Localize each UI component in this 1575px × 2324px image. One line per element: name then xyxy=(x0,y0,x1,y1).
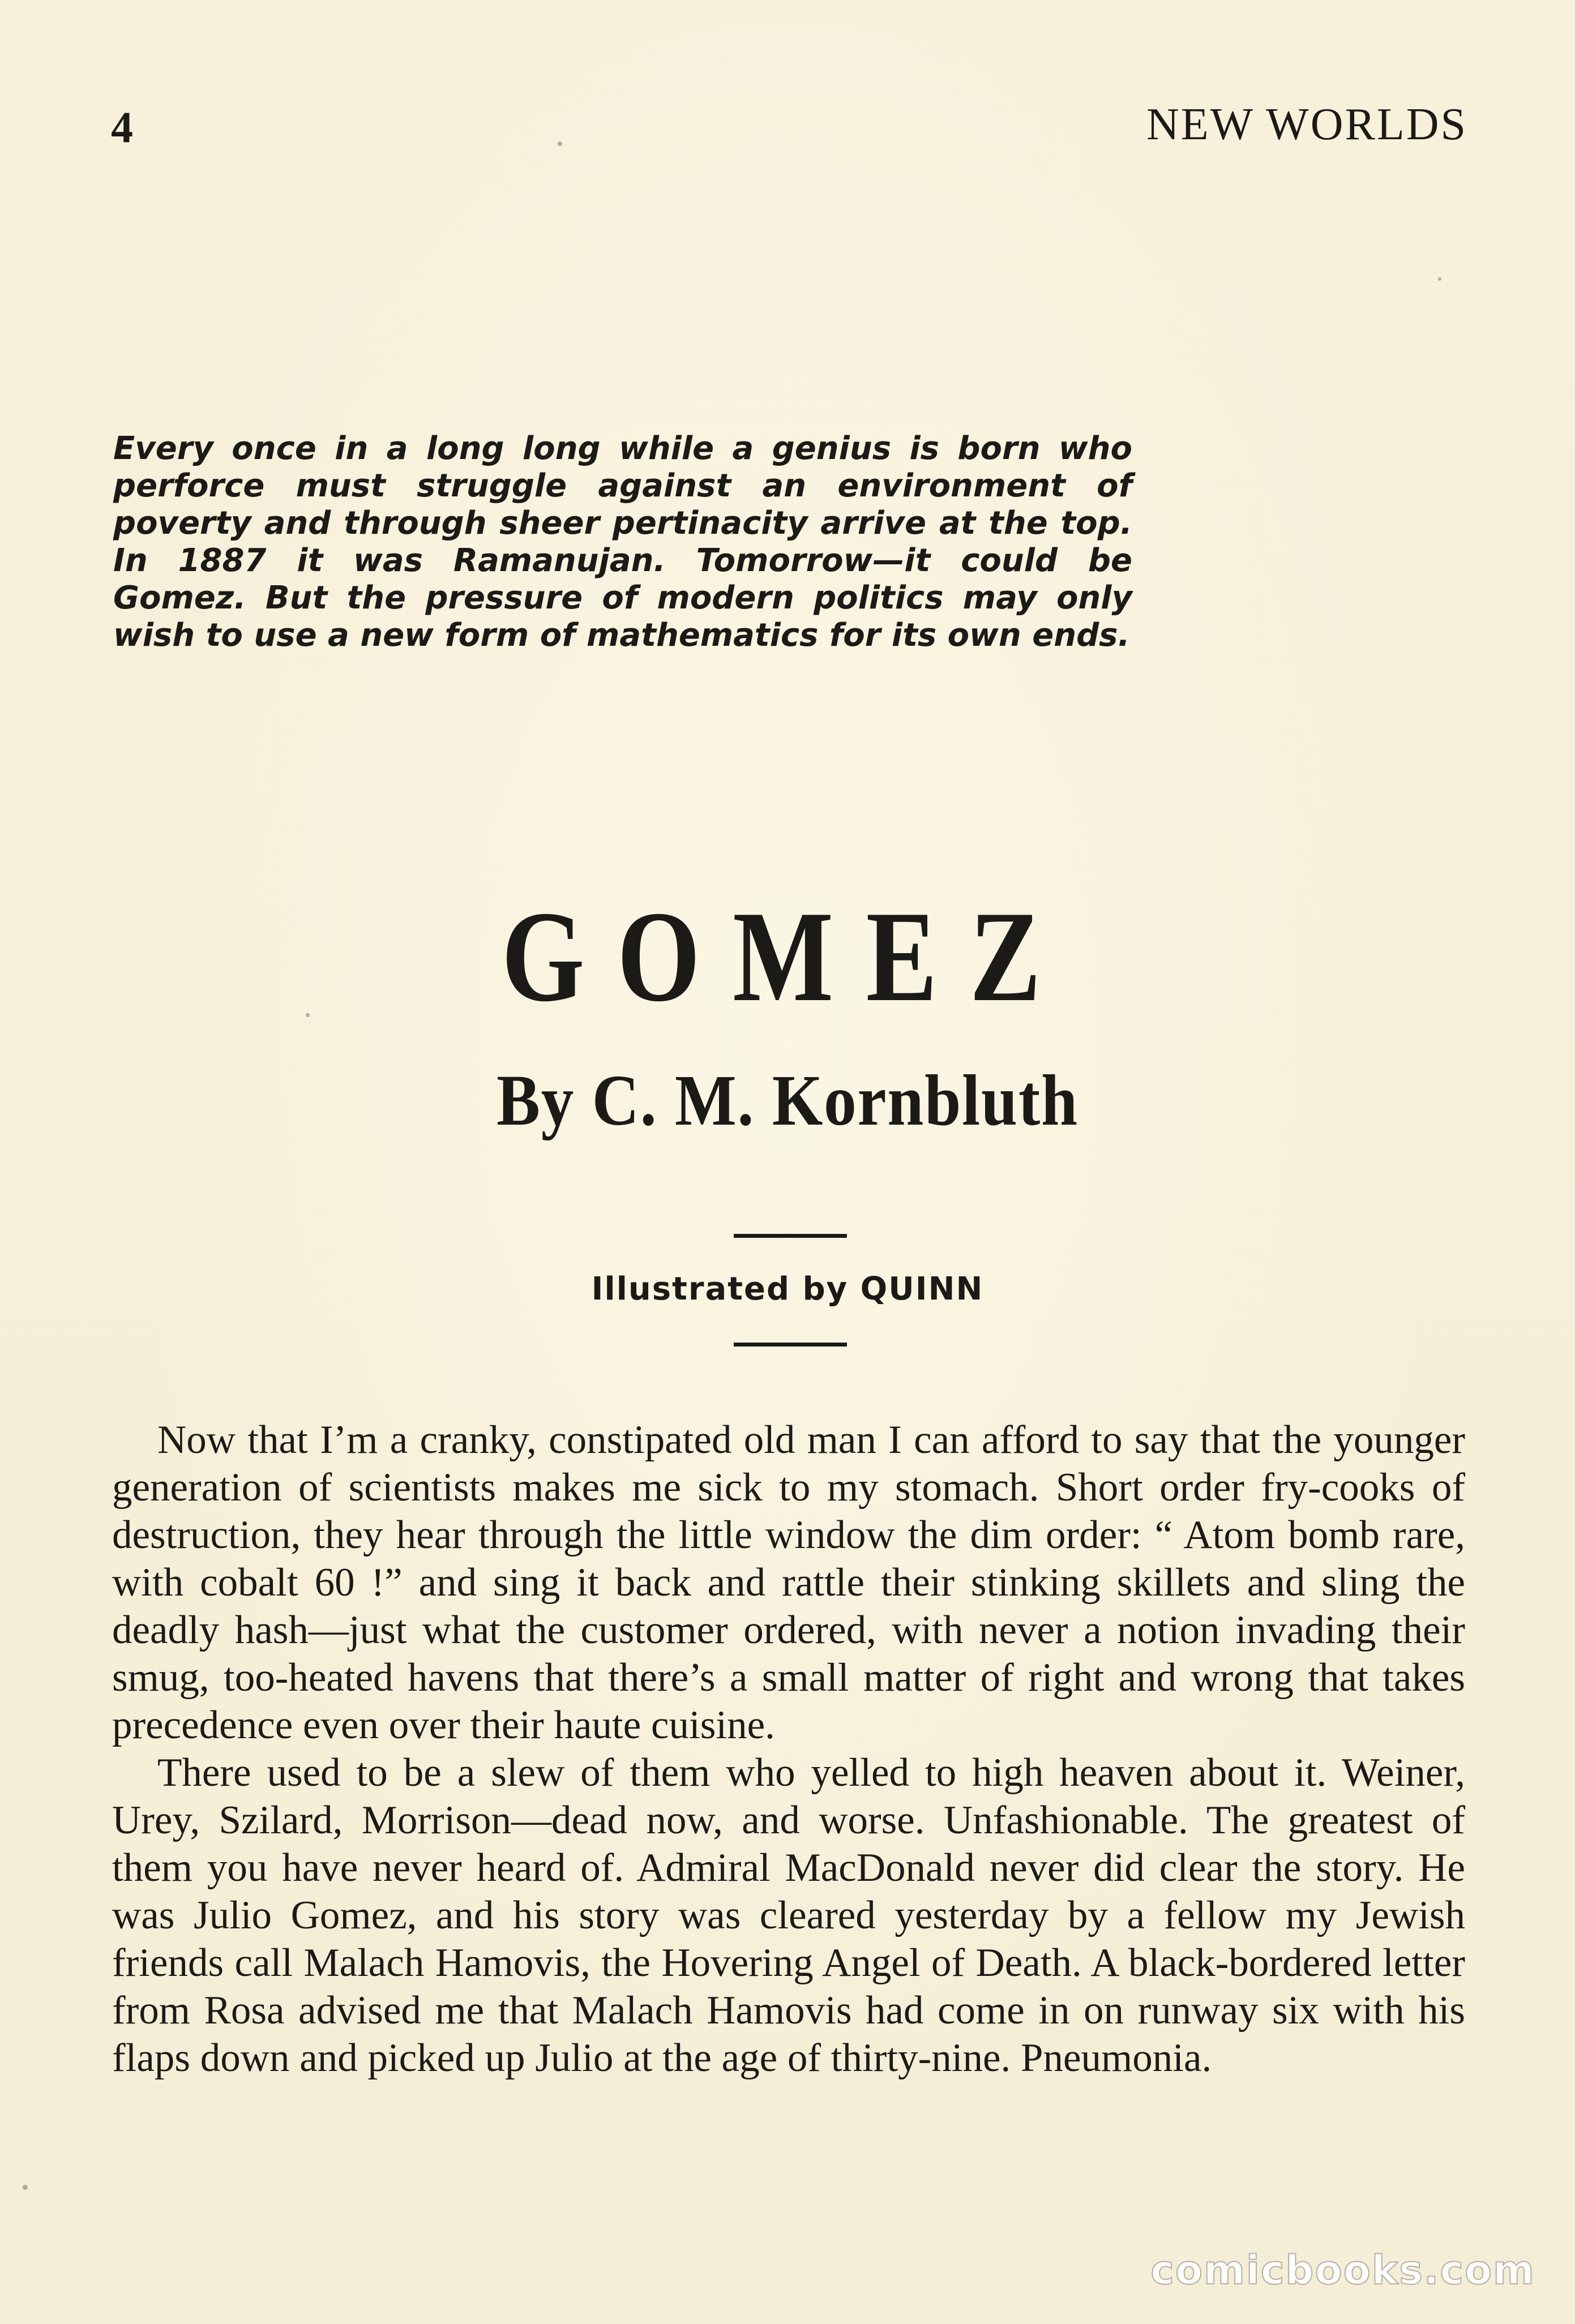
story-byline: By C. M. Kornbluth xyxy=(497,1060,1078,1140)
page-number: 4 xyxy=(111,102,133,152)
paper-speck xyxy=(306,1013,310,1017)
divider-rule-top xyxy=(734,1234,847,1238)
illustrator-credit: Illustrated by QUINN xyxy=(591,1271,984,1307)
paper-speck xyxy=(1438,277,1441,281)
body-paragraph: Now that I’m a cranky, constipated old man I can afford to say that the younger generation of scientists makes me sick to my stomach. Short order fry-cooks of destruction, they hear through the little window the dim order: “ Atom bomb rare, with cobalt 60 !” and sing it back and rattle their stinking skillets and sling the deadly hash—just what the customer ordered, with never a notion invading their smug, too-heated havens that there’s a small matter of right and wrong that takes precedence even over their haute cuisine. xyxy=(112,1418,1465,1747)
story-blurb: Every once in a long long while a genius is born who perforce must struggle against an environment of poverty and through sheer pertinacity arrive at the top. In 1887 it was Ramanujan. Tomorrow—it could be Gomez. But the pressure of modern politics may only wish to use a new form of mathematics for its own ends. xyxy=(113,430,1132,654)
story-body xyxy=(112,1416,1465,2082)
story-title: GOMEZ xyxy=(501,884,1074,1028)
magazine-running-head: NEW WORLDS xyxy=(1146,100,1467,149)
paper-speck xyxy=(558,142,562,146)
body-paragraph: There used to be a slew of them who yelled to high heaven about it. Weiner, Urey, Szilard, Morrison—dead now, and worse. Unfashionable. The greatest of them you have never heard of. Admiral MacDonald never did clear the story. He was Julio Gomez, and his story was cleared yesterday by a fellow my Jewish friends call Malach Hamovis, the Hovering Angel of Death. A black-bordered letter from Rosa advised me that Malach Hamovis had come in on runway six with his flaps down and picked up Julio at the age of thirty-nine. Pneumonia. xyxy=(112,1751,1465,2080)
divider-rule-bottom xyxy=(734,1343,847,1347)
watermark: comicbooks.com xyxy=(1150,2247,1535,2293)
paper-speck xyxy=(23,2185,28,2190)
